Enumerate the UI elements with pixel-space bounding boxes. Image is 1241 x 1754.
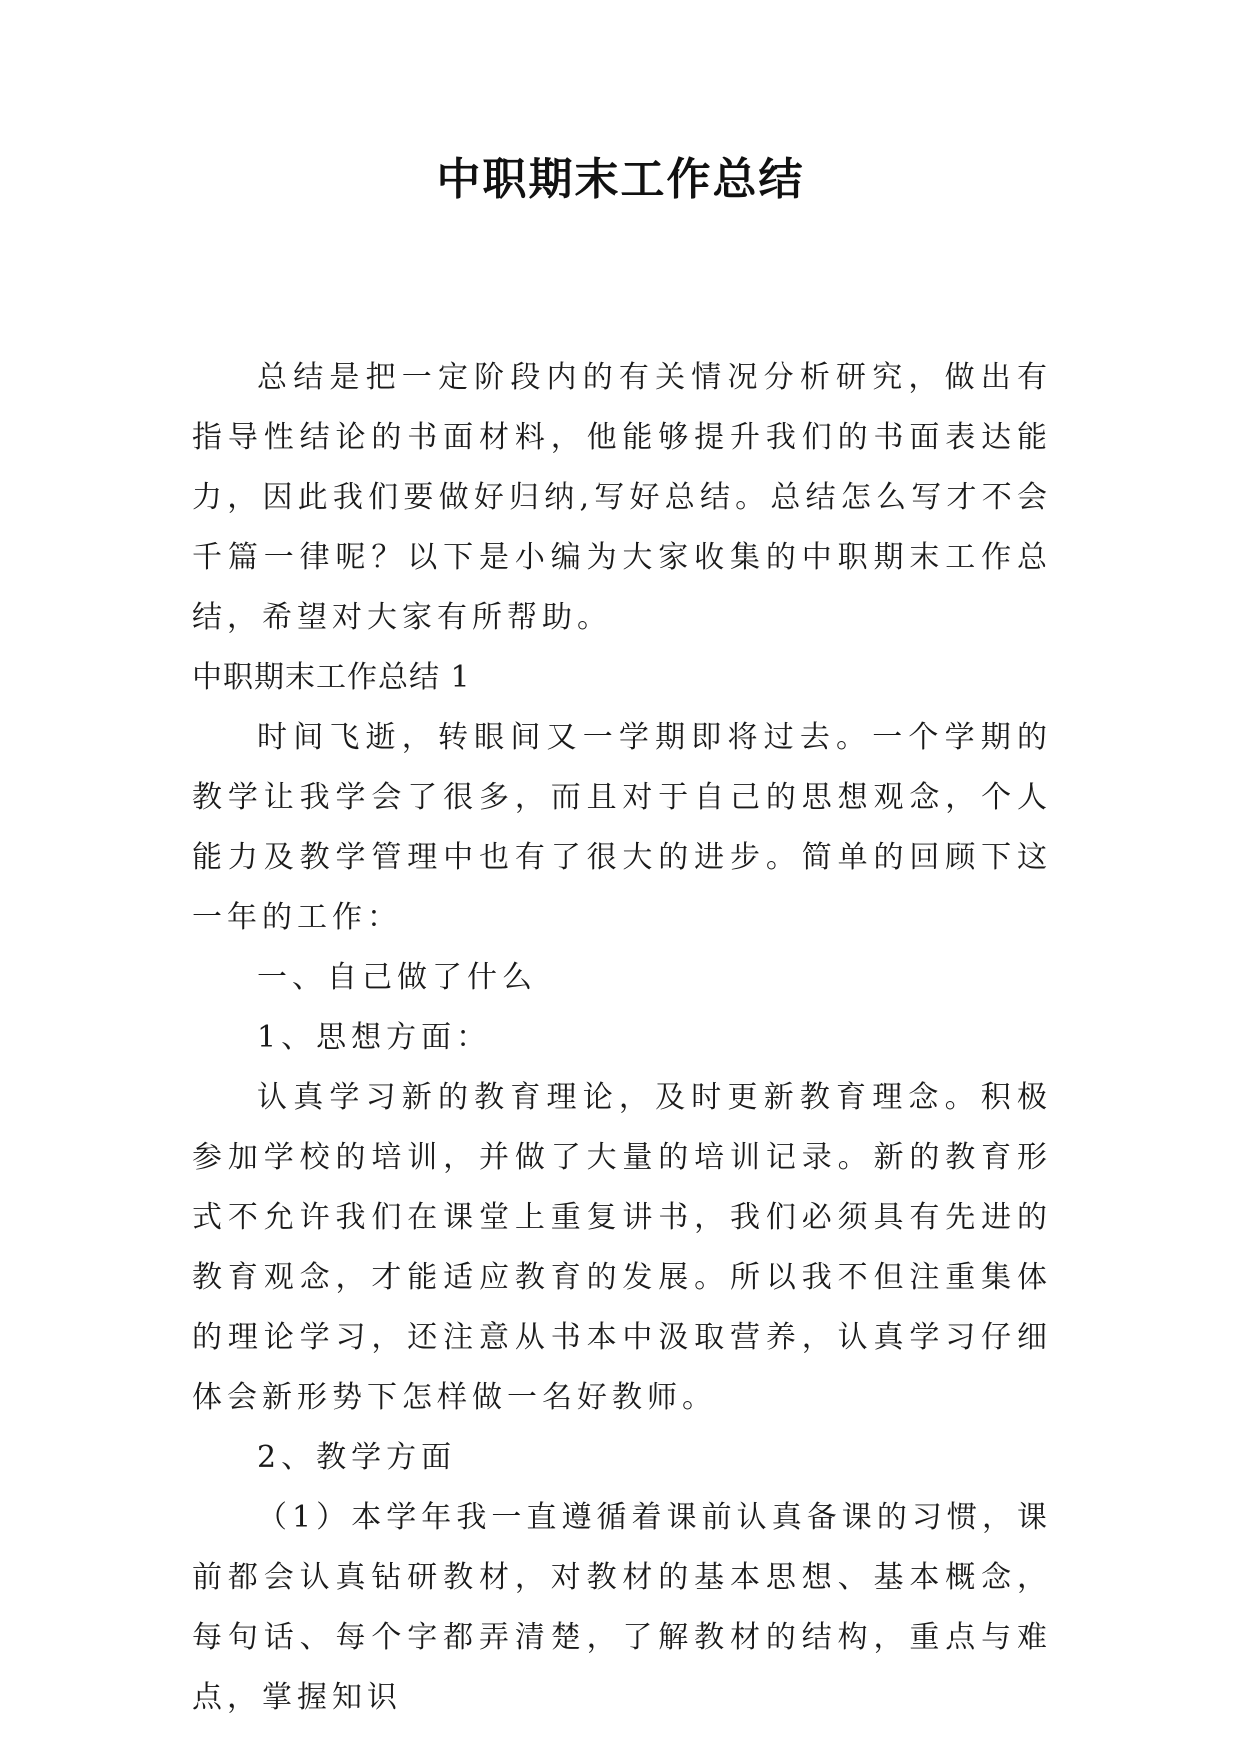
body-paragraph: 认真学习新的教育理论，及时更新教育理念。积极参加学校的培训，并做了大量的培训记录。新的教育形式不允许我们在课堂上重复讲书，我们必须具有先进的教育观念，才能适应教育的发展。所以我不但注重集体的理论学习，还注意从书本中汲取营养，认真学习仔细体会新形势下怎样做一名好教师。: [192, 1080, 1052, 1415]
document-body: [192, 288, 1052, 1728]
subheading-teaching: 2、教学方面: [257, 1440, 457, 1475]
subheading-ideology: 1、思想方面：: [257, 1020, 492, 1055]
document-title: 中职期末工作总结: [436, 154, 805, 205]
body-paragraph: 时间飞逝，转眼间又一学期即将过去。一个学期的教学让我学会了很多，而且对于自己的思想观念，个人能力及教学管理中也有了很大的进步。简单的回顾下这一年的工作：: [192, 720, 1052, 935]
subheading-what-i-did: 一、自己做了什么: [257, 960, 537, 995]
body-paragraph: （1）本学年我一直遵循着课前认真备课的习惯，课前都会认真钻研教材，对教材的基本思想、基本概念，每句话、每个字都弄清楚，了解教材的结构，重点与难点，掌握知识: [192, 1500, 1052, 1715]
section-heading: 中职期末工作总结 1: [192, 660, 471, 695]
intro-paragraph: 总结是把一定阶段内的有关情况分析研究，做出有指导性结论的书面材料，他能够提升我们的书面表达能力，因此我们要做好归纳,写好总结。总结怎么写才不会千篇一律呢？以下是小编为大家收集的中职期末工作总结，希望对大家有所帮助。: [192, 360, 1052, 635]
